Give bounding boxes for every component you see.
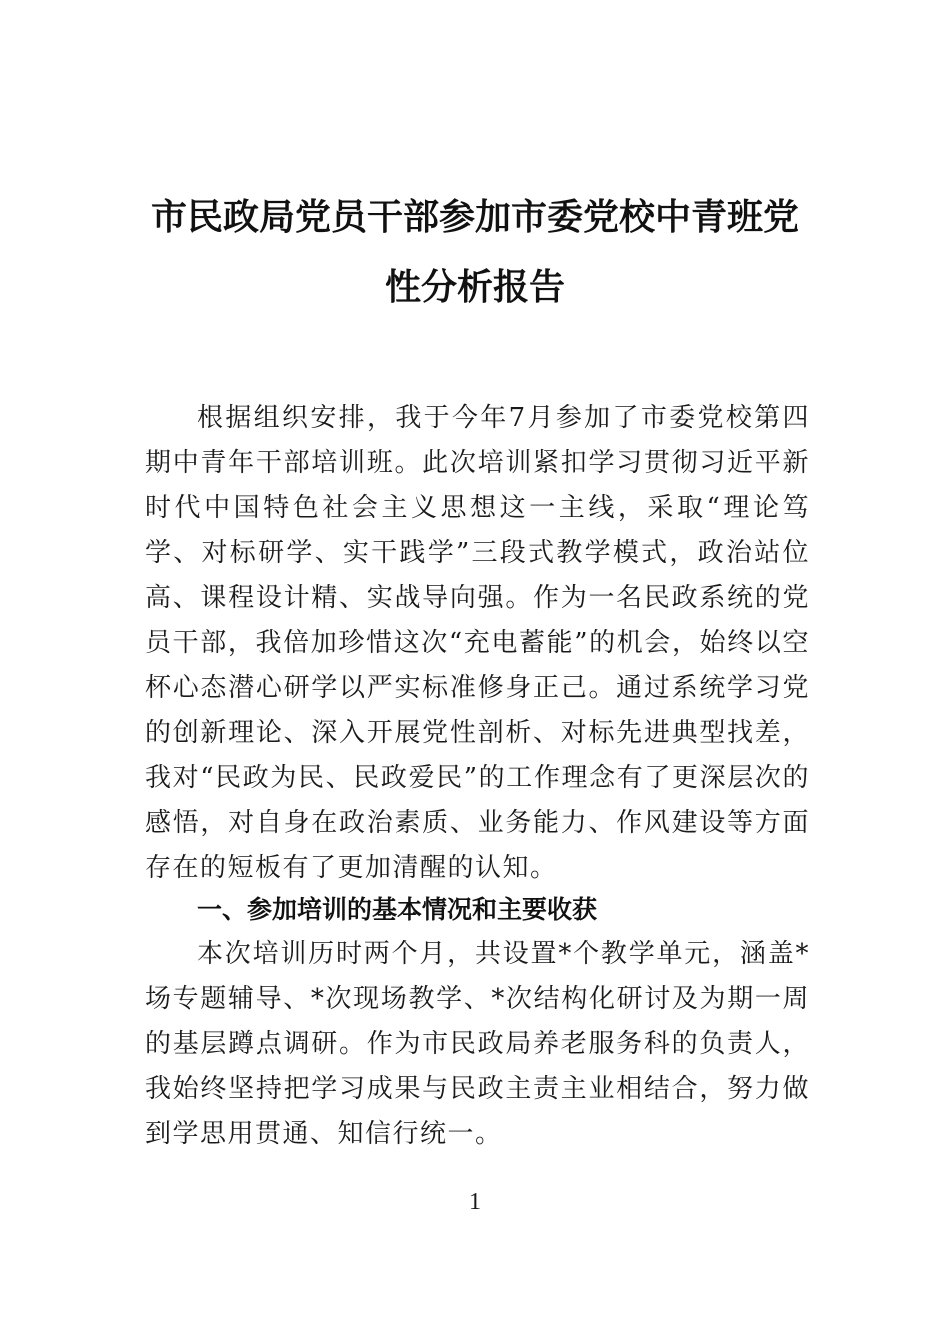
paragraph-2: 本次培训历时两个月，共设置*个教学单元，涵盖*场专题辅导、*次现场教学、*次结构化研讨及为期一周的基层蹲点调研。作为市民政局养老服务科的负责人，我始终坚持把学习成果与民政主责主业相结合，努力做到学思用贯通、知信行统一。	[145, 939, 810, 1149]
page-number: 1	[469, 1189, 481, 1215]
paragraph-1: 根据组织安排，我于今年7月参加了市委党校第四期中青年干部培训班。此次培训紧扣学习贯彻习近平新时代中国特色社会主义思想这一主线，采取“理论笃学、对标研学、实干践学”三段式教学模式，政治站位高、课程设计精、实战导向强。作为一名民政系统的党员干部，我倍加珍惜这次“充电蓄能”的机会，始终以空杯心态潜心研学以严实标准修身正己。通过系统学习党的创新理论、深入开展党性剖析、对标先进典型找差，我对“民政为民、民政爱民”的工作理念有了更深层次的感悟，对自身在政治素质、业务能力、作风建设等方面存在的短板有了更加清醒的认知。	[145, 403, 810, 883]
section-heading-1: 一、参加培训的基本情况和主要收获	[197, 895, 598, 924]
paragraph-1-block	[145, 396, 810, 891]
document-title-line-1: 市民政局党员干部参加市委党校中青班党	[150, 197, 799, 238]
document-title-line-2: 性分析报告	[384, 267, 565, 308]
paragraph-2-block	[145, 932, 810, 1157]
